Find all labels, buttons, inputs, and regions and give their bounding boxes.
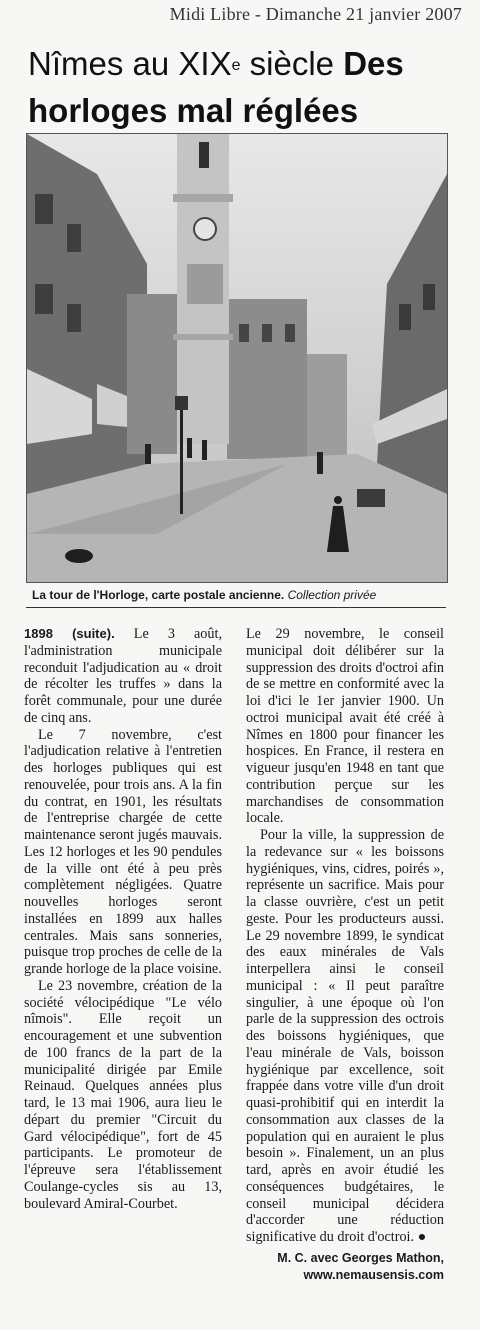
paragraph-3: Le 23 novembre, création de la société vélocipédique "Le vélo nîmois". Elle reçoit un encouragement et une subvention de 100 francs de la part de la municipalité dirigée par Emile Reinaud. Quelques années plus tard, le 13 mai 1906, aura lieu le départ du premier "Circuit du Gard vélocipédique", fort de 45 participants. Le promoteur de l'épreuve sera l'établissement Coulange-cycles sis au 13, boulevard Amiral-Courbet. <box>24 977 222 1212</box>
article-column-1 <box>24 626 222 1212</box>
clock-tower-photo <box>26 133 448 583</box>
street-scene-illustration <box>27 134 447 582</box>
caption-main: La tour de l'Horloge, carte postale ancienne. <box>32 588 285 602</box>
article-lead: 1898 (suite). <box>24 626 115 641</box>
caption-credit: Collection privée <box>287 588 377 602</box>
article-title <box>28 44 468 138</box>
website-credit: www.nemausensis.com <box>303 1267 444 1282</box>
author-credit: M. C. avec Georges Mathon, <box>277 1250 444 1265</box>
photo-caption <box>26 584 446 608</box>
paragraph-2: Le 7 novembre, c'est l'adjudication relative à l'entretien des horloges publiques qui est renouvelée, pour trois ans. A la fin du contrat, en 1901, les résultats de l'entreprise chargée de cette maintenance seront jugés mauvais. Les 12 horloges et les 90 pendules de la ville ont été à peu près complètement négligées. Quatre nouvelles horloges seront installées en 1899 aux halles centrales. Mais sans sonneries, puisque trop proches de celle de la grande horloge de la place voisine. <box>24 726 222 977</box>
paragraph-4: Le 29 novembre, le conseil municipal doit délibérer sur la suppression des droits d'octroi afin de se mettre en conformité avec la loi d'ici le 1er janvier 1900. Un octroi municipal avait été créé à Nîmes en 1800 pour financer les hospices. En France, il restera en vigueur jusqu'en 1948 en tant que contribution perçue sur les marchandises de consommation locale. <box>246 626 444 827</box>
paragraph-5: Pour la ville, la suppression de la redevance sur « les boissons hygiéniques, vins, cidres, poirés », représente un sacrifice. Mais pour la classe ouvrière, c'est un petit geste. Pour les producteurs aussi. Le 29 novembre 1899, le syndicat des eaux minérales de Vals interpellera ainsi le conseil municipal : « Il peut paraître singulier, à une époque où l'on parle de la suppression des octrois des boissons hygiéniques, que l'eau minérale de Vals, boisson hygiénique par excellence, soit frappée dans votre ville d'un droit quasi-prohibitif qui en interdit la consommation aux classes de la population qui en auraient le plus besoin ». Finalement, un an plus tard, après en avoir étudié les conséquences budgétaires, le conseil municipal décidera d'accorder une réduction significative du droit d'octroi. ● <box>246 827 444 1245</box>
article-column-2 <box>246 626 444 1284</box>
title-part1: Nîmes au XIXe siècle <box>28 45 344 82</box>
paragraph-1: 1898 (suite). Le 3 août, l'administration municipale reconduit l'adjudication au « droit de récolter les truffes » dans la forêt communale, pour une durée de cinq ans. <box>24 626 222 726</box>
newspaper-source-line: Midi Libre - Dimanche 21 janvier 2007 <box>169 4 462 24</box>
article-signature <box>246 1250 444 1284</box>
title-part2: Des horloges mal réglées <box>28 45 404 129</box>
